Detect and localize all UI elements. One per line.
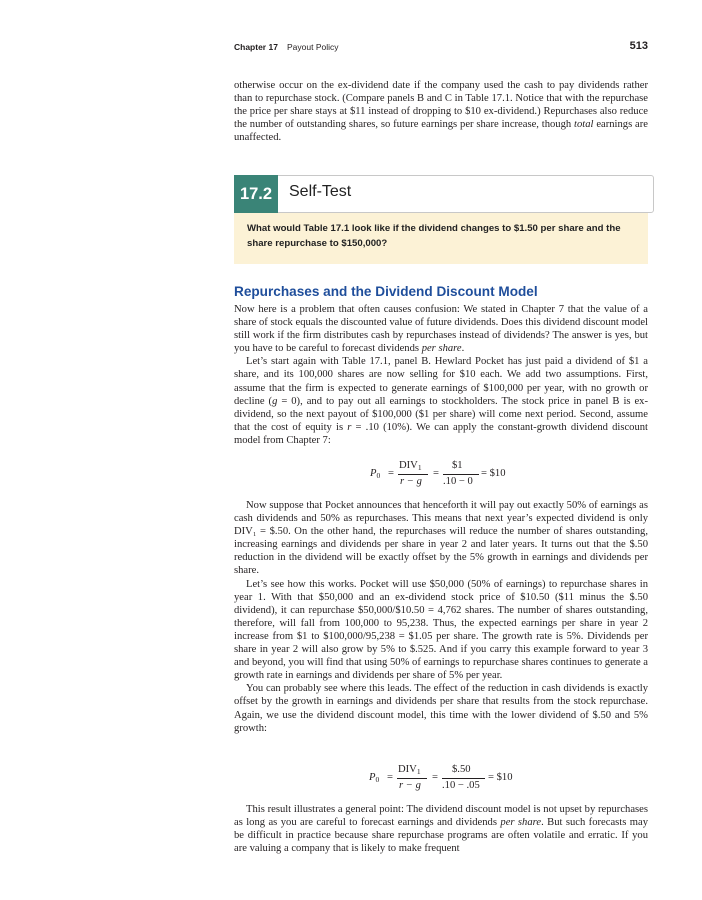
- eq1-lhs: $P_0$: [370, 468, 381, 480]
- eq1-result: = $10: [481, 468, 506, 479]
- paragraph-6: This result illustrates a general point: The dividend discount model is not upset by repurchases as long as you are careful to forecast earnings and dividends per share. But such forecasts may be difficult in practice because share repurchase programs are often volatile and erratic. If you are valuing a company that is likely to make frequent: [234, 804, 648, 855]
- self-test-title: Self-Test: [289, 183, 352, 200]
- eq2-result: = $10: [488, 772, 513, 783]
- eq1-denominator-1: r − g: [400, 476, 422, 487]
- intro-paragraph: [234, 79, 648, 144]
- eq2-numerator-1: $DIV_1$: [398, 764, 421, 776]
- eq1-numerator-2: $1: [452, 460, 463, 471]
- eq2-equals: =: [387, 772, 393, 783]
- eq1-fraction-bar-1: [398, 474, 428, 475]
- paragraph-5: You can probably see where this leads. The effect of the reduction in cash dividends is exactly offset by the growth in earnings and dividends per share that results from the stock repurchase. Again, we use the dividend discount model, this time with the lower dividend of $.50 and 5% growth:: [234, 683, 648, 734]
- equation-2: [369, 762, 539, 796]
- paragraph-3: Now suppose that Pocket announces that henceforth it will pay out exactly 50% of earnings as cash dividends and 50% as repurchases. This means that next year’s expected dividend is only DIV₁ = $.50. On the other hand, the repurchases will reduce the number of shares outstanding, increasing earnings and dividends per share in year 2 and later years. It turns out that the $.50 reduction in the dividend will be exactly offset by the 5% growth in earnings and dividends per share.: [234, 500, 648, 577]
- eq2-fraction-bar-1: [397, 778, 427, 779]
- eq1-fraction-bar-2: [443, 474, 479, 475]
- eq1-equals: =: [388, 468, 394, 479]
- paragraph-2: Let’s start again with Table 17.1, panel B. Hewlard Pocket has just paid a dividend of $1 a share, and its 100,000 shares are now selling for $10 each. We add two assumptions. First, assume that the firm is expected to generate earnings of $100,000 per year, with no growth or decline (g = 0), and to pay out all earnings to stockholders. The stock price in panel B is ex-dividend, so the next payout of $100,000 ($1 per share) will come next period. Second, assume that the cost of equity is r = .10 (10%). We can apply the constant-growth dividend discount model from Chapter 7:: [234, 356, 649, 446]
- self-test-question: What would Table 17.1 look like if the dividend changes to $1.50 per share and the share repurchase to $150,000?: [247, 223, 621, 249]
- paragraph-1: Now here is a problem that often causes confusion: We stated in Chapter 7 that the value of a share of stock equals the discounted value of future dividends. Does this dividend discount model still work if the firm distributes cash by repurchases instead of dividends? The answer is yes, but you have to be careful to forecast dividends per share.: [234, 304, 648, 355]
- section-body-middle: [234, 499, 648, 735]
- page-number: 513: [629, 40, 648, 52]
- intro-emphasis: total: [574, 119, 594, 131]
- eq1-numerator-1: $DIV_1$: [399, 460, 422, 472]
- eq2-lhs: $P_0$: [369, 772, 380, 784]
- section-heading: Repurchases and the Dividend Discount Model: [234, 284, 538, 299]
- eq1-denominator-2: .10 − 0: [443, 476, 473, 487]
- self-test-number: 17.2: [234, 175, 278, 213]
- section-body-bottom: [234, 803, 648, 855]
- running-header: [234, 40, 648, 54]
- self-test-body: [234, 213, 648, 264]
- equation-1: [370, 458, 530, 492]
- eq2-denominator-1: r − g: [399, 780, 421, 791]
- eq2-numerator-2: $.50: [452, 764, 471, 775]
- intro-text: otherwise occur on the ex-dividend date if the company used the cash to pay dividends rather than to repurchase stock. (Compare panels B and C in Table 17.1. Notice that with the repurchase the price per share stays at $11 instead of dropping to $10 ex-dividend.) Repurchases also reduce the number of outstanding shares, so future earnings per share increase, though: [234, 80, 648, 131]
- running-title: Payout Policy: [287, 42, 339, 52]
- paragraph-4: Let’s see how this works. Pocket will use $50,000 (50% of earnings) to repurchase shares in year 1. With that $50,000 and an ex-dividend stock price of $10.50 ($11 minus the $.50 dividend), it can repurchase $50,000/$10.50 = 4,762 shares. The number of shares outstanding, therefore, will fall from 100,000 to 95,238. Thus, the expected earnings per share in year 2 increase from $1 to $100,000/95,238 = $1.05 per share. The growth rate is 5%. Dividends per share in year 2 will also grow by 5% to $.525. And if you carry this example forward to year 3 and beyond, you will find that using 50% of earnings to repurchase shares continues to generate a growth rate in earnings and dividends per share of 5% per year.: [234, 578, 648, 682]
- chapter-label: Chapter 17: [234, 42, 278, 52]
- eq2-equals-2: =: [432, 772, 438, 783]
- self-test-box: [234, 175, 648, 264]
- intro-text-end: earnings are unaffected.: [234, 119, 648, 144]
- eq1-equals-2: =: [433, 468, 439, 479]
- eq2-denominator-2: .10 − .05: [442, 780, 480, 791]
- section-body-top: [234, 303, 648, 447]
- eq2-fraction-bar-2: [442, 778, 485, 779]
